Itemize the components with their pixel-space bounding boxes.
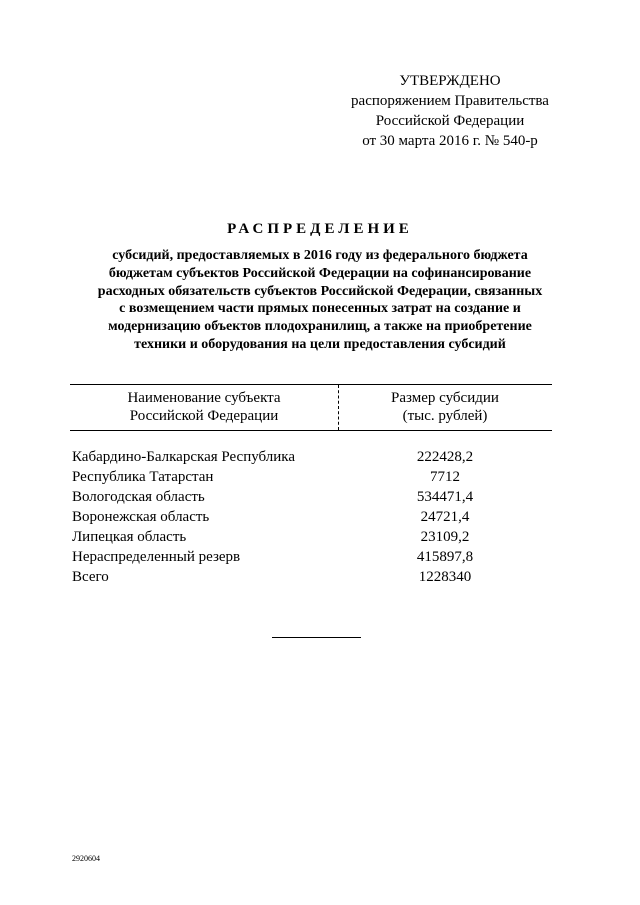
table-row — [72, 467, 552, 487]
header-line: Российской Федерации — [129, 408, 279, 424]
row-subject: Воронежская область — [72, 509, 210, 525]
header-line: Наименование субъекта — [127, 390, 281, 406]
row-subject: Нераспределенный резерв — [72, 549, 241, 565]
row-subject: Кабардино-Балкарская Республика — [72, 449, 296, 465]
row-subject: Республика Татарстан — [72, 469, 214, 485]
subtitle-line: субсидий, предоставляемых в 2016 году из федерального бюджета — [112, 248, 528, 263]
table-row — [72, 447, 552, 467]
row-amount: 1228340 — [418, 569, 472, 585]
table-row — [72, 507, 552, 527]
closing-divider — [272, 637, 361, 638]
document-subtitle — [70, 247, 570, 354]
header-subsidy-amount — [338, 389, 552, 425]
row-amount: 7712 — [430, 469, 460, 485]
document-code: 2920604 — [72, 854, 100, 863]
approval-line: Российской Федерации — [375, 113, 525, 129]
table-row — [72, 527, 552, 547]
header-line: Размер субсидии — [391, 390, 499, 406]
row-subject: Всего — [72, 569, 109, 585]
approval-line: от 30 марта 2016 г. № 540-р — [362, 133, 538, 149]
table-row — [72, 547, 552, 567]
subtitle-line: техники и оборудования на цели предоставления субсидий — [134, 336, 506, 352]
row-amount: 534471,4 — [416, 489, 474, 505]
table-row — [72, 487, 552, 507]
table-row-total — [72, 567, 552, 587]
subtitle-line: расходных обязательств субъектов Российской Федерации, связанных — [97, 283, 543, 299]
row-subject: Липецкая область — [72, 529, 187, 545]
approval-line: распоряжением Правительства — [351, 93, 549, 109]
row-amount: 23109,2 — [420, 529, 470, 545]
document-title: РАСПРЕДЕЛЕНИЕ — [227, 221, 413, 237]
approval-block — [330, 71, 570, 151]
header-subject-name — [70, 389, 338, 425]
subtitle-line: модернизацию объектов плодохранилищ, а также на приобретение — [108, 319, 532, 335]
table-header — [70, 384, 552, 431]
header-line: (тыс. рублей) — [402, 408, 488, 424]
row-amount: 24721,4 — [420, 509, 470, 525]
subtitle-line: с возмещением части прямых понесенных затрат на создание и — [119, 301, 521, 317]
row-amount: 415897,8 — [416, 549, 474, 565]
subtitle-line: бюджетам субъектов Российской Федерации на софинансирование — [108, 265, 532, 281]
row-amount: 222428,2 — [416, 449, 474, 465]
table-body — [72, 447, 552, 587]
row-subject: Вологодская область — [72, 489, 205, 505]
approval-heading: УТВЕРЖДЕНО — [399, 73, 501, 89]
